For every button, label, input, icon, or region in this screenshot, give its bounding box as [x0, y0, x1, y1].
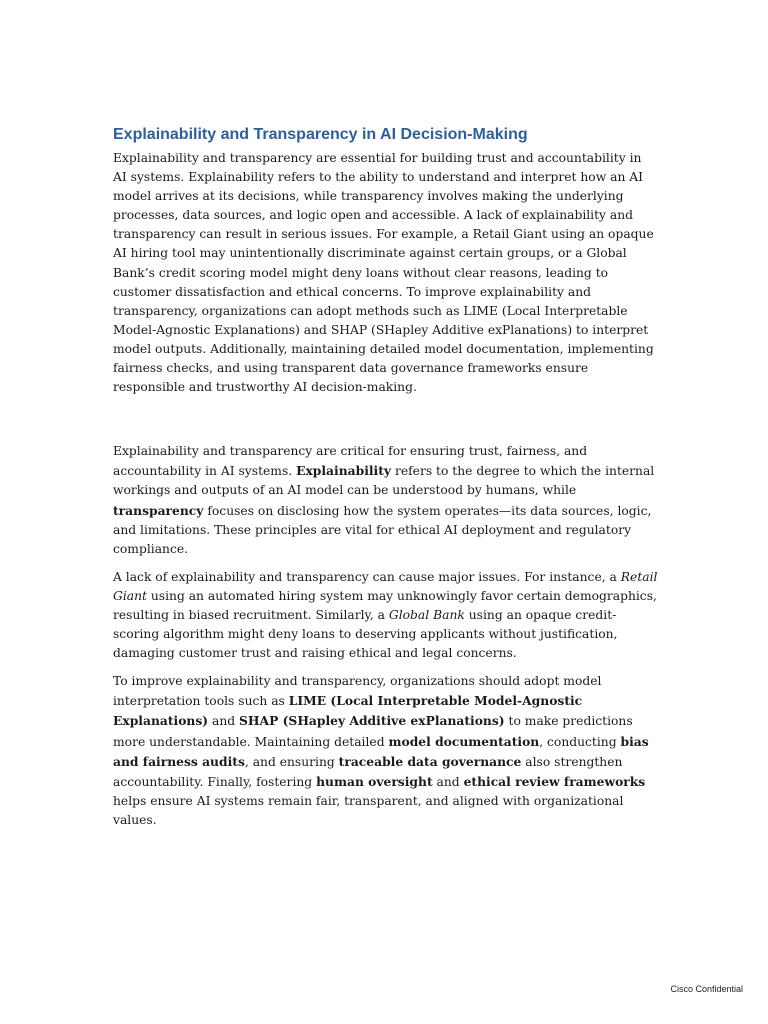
issues-paragraph [113, 568, 658, 663]
document-body [113, 124, 658, 830]
term-data-governance: traceable data governance [338, 753, 522, 769]
text-run: refers to the degree to which the internal workings and outputs of an AI model can be understood by humans, while [113, 464, 655, 498]
example-global-bank: Global Bank [388, 607, 465, 622]
spacer [113, 663, 658, 672]
term-explainability: Explainability [296, 463, 392, 479]
text-run: To improve explainability and transparency, organizations should adopt model interpretation tools such as [113, 674, 602, 709]
text-run: , and ensuring [244, 754, 339, 769]
term-lime: LIME (Local Interpretable Model-Agnostic Explanations) [113, 693, 583, 729]
example-retail-giant: Retail Giant [113, 569, 658, 603]
text-run: A lack of explainability and transparency can cause major issues. For instance, a [113, 569, 621, 584]
spacer [113, 397, 658, 442]
text-run: Explainability and transparency are critical for ensuring trust, fairness, and accountability in AI systems. [113, 444, 588, 479]
text-run: using an opaque credit-scoring algorithm might deny loans to deserving applicants without justification, damaging customer trust and raising ethical and legal concerns. [113, 607, 618, 661]
text-run: , conducting [539, 734, 621, 749]
text-run: focuses on disclosing how the system operates—its data sources, logic, and limitations. These principles are vital for ethical AI deployment and regulatory compliance. [113, 503, 652, 556]
text-run: and [432, 774, 464, 789]
text-run: and [208, 714, 240, 729]
spacer [113, 559, 658, 568]
term-model-documentation: model documentation [388, 733, 540, 749]
text-run: helps ensure AI systems remain fair, transparent, and aligned with organizational values. [113, 793, 624, 827]
term-shap: SHAP (SHapley Additive exPlanations) [239, 713, 505, 729]
confidentiality-footer: Cisco Confidential [670, 984, 743, 994]
term-transparency: transparency [113, 502, 204, 518]
text-run: also strengthen accountability. Finally, fostering [113, 754, 623, 789]
definition-paragraph [113, 442, 658, 559]
term-human-oversight: human oversight [316, 773, 433, 789]
intro-paragraph: Explainability and transparency are essential for building trust and accountability in AI systems. Explainability refers to the ability to understand and interpret how an AI model arrives at its decisions, while transparency involves making the underlying processes, data sources, and logic open and accessible. A lack of explainability and transparency can result in serious issues. For example, a Retail Giant using an opaque AI hiring tool may unintentionally discriminate against certain groups, or a Global Bank’s credit scoring model might deny loans without clear reasons, leading to customer dissatisfaction and ethical concerns. To improve explainability and transparency, organizations can adopt methods such as LIME (Local Interpretable Model-Agnostic Explanations) and SHAP (SHapley Additive exPlanations) to interpret model outputs. Additionally, maintaining detailed model documentation, implementing fairness checks, and using transparent data governance frameworks ensure responsible and trustworthy AI decision-making. [113, 151, 654, 395]
term-ethical-review: ethical review frameworks [463, 773, 646, 789]
text-run: using an automated hiring system may unknowingly favor certain demographics, resulting in biased recruitment. Similarly, a [113, 588, 657, 622]
improvements-paragraph [113, 672, 658, 830]
term-bias-audits: bias and fairness audits [113, 733, 649, 769]
text-run: to make predictions more understandable. Maintaining detailed [113, 714, 633, 749]
section-heading: Explainability and Transparency in AI Decision-Making [113, 126, 528, 143]
